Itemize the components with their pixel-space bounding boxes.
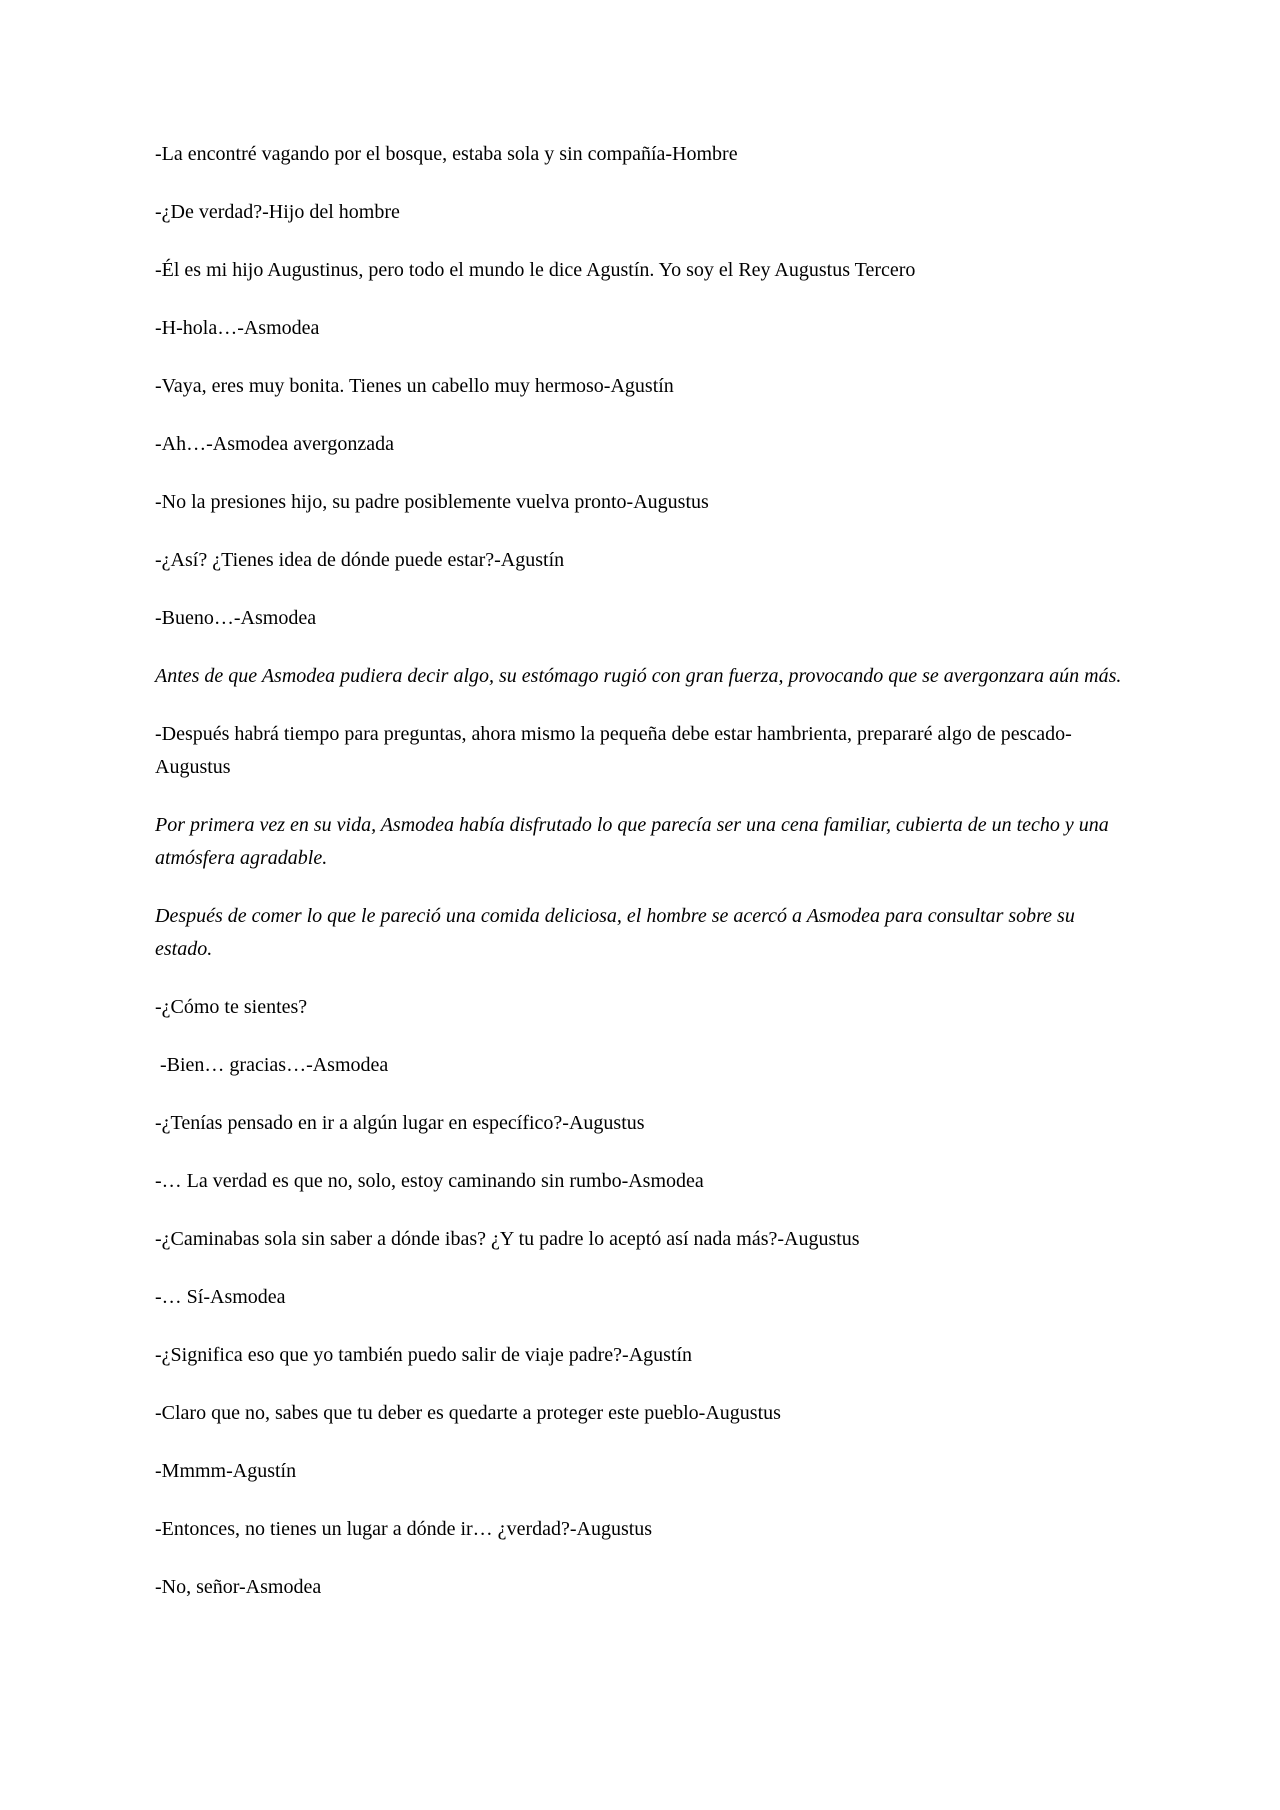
- paragraph: -¿Caminabas sola sin saber a dónde ibas? ¿Y tu padre lo aceptó así nada más?-Augustus: [155, 1228, 860, 1250]
- paragraph: -Bueno…-Asmodea: [155, 607, 317, 629]
- paragraph: -¿De verdad?-Hijo del hombre: [155, 201, 400, 223]
- paragraph: -No, señor-Asmodea: [155, 1576, 322, 1598]
- paragraph: -No la presiones hijo, su padre posiblemente vuelva pronto-Augustus: [155, 491, 709, 513]
- paragraph: -Él es mi hijo Augustinus, pero todo el mundo le dice Agustín. Yo soy el Rey Augustus Tercero: [155, 259, 916, 281]
- paragraph: -Bien… gracias…-Asmodea: [155, 1054, 389, 1076]
- paragraph: Después de comer lo que le pareció una comida deliciosa, el hombre se acercó a Asmodea para consultar sobre su estado.: [155, 905, 1080, 960]
- document-content: [155, 138, 1125, 1604]
- paragraph: -Ah…-Asmodea avergonzada: [155, 433, 394, 455]
- paragraph: -… Sí-Asmodea: [155, 1286, 286, 1308]
- paragraph: Antes de que Asmodea pudiera decir algo, su estómago rugió con gran fuerza, provocando que se avergonzara aún más.: [155, 665, 1122, 687]
- paragraph: -Claro que no, sabes que tu deber es quedarte a proteger este pueblo-Augustus: [155, 1402, 781, 1424]
- paragraph: -Después habrá tiempo para preguntas, ahora mismo la pequeña debe estar hambrienta, prepararé algo de pescado-Augustus: [155, 723, 1072, 778]
- paragraph: -Mmmm-Agustín: [155, 1460, 297, 1482]
- paragraph: -¿Tenías pensado en ir a algún lugar en específico?-Augustus: [155, 1112, 645, 1134]
- paragraph: -¿Cómo te sientes?: [155, 996, 308, 1018]
- paragraph: Por primera vez en su vida, Asmodea había disfrutado lo que parecía ser una cena familiar, cubierta de un techo y una atmósfera agradable.: [155, 814, 1114, 869]
- paragraph: -¿Significa eso que yo también puedo salir de viaje padre?-Agustín: [155, 1344, 693, 1366]
- paragraph: -La encontré vagando por el bosque, estaba sola y sin compañía-Hombre: [155, 143, 738, 165]
- paragraph: -H-hola…-Asmodea: [155, 317, 320, 339]
- paragraph: -¿Así? ¿Tienes idea de dónde puede estar?-Agustín: [155, 549, 565, 571]
- paragraph: -Vaya, eres muy bonita. Tienes un cabello muy hermoso-Agustín: [155, 375, 674, 397]
- paragraph: -… La verdad es que no, solo, estoy caminando sin rumbo-Asmodea: [155, 1170, 704, 1192]
- paragraph: -Entonces, no tienes un lugar a dónde ir… ¿verdad?-Augustus: [155, 1518, 653, 1540]
